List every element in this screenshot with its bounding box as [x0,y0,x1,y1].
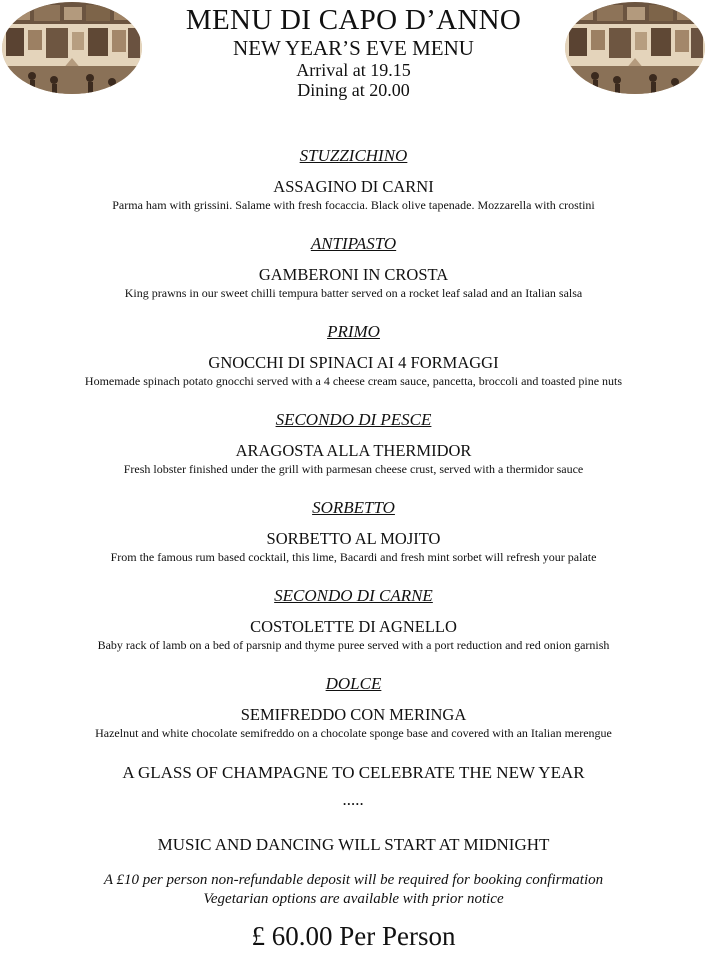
course-list [0,146,707,762]
dining-time: Dining at 20.00 [297,80,410,100]
price-per-person: £ 60.00 Per Person [251,921,456,951]
course-secondo-di-pesce [0,410,707,498]
dish-name: SORBETTO AL MOJITO [266,529,441,548]
dish-description: Fresh lobster finished under the grill with parmesan cheese crust, served with a thermidor sauce [123,462,584,476]
course-label: PRIMO [327,322,380,341]
course-antipasto [0,234,707,322]
course-label: STUZZICHINO [299,146,408,165]
dish-name: GNOCCHI DI SPINACI AI 4 FORMAGGI [208,353,499,372]
vegetarian-note: Vegetarian options are available with prior notice [203,891,504,907]
champagne-note: A GLASS OF CHAMPAGNE TO CELEBRATE THE NEW YEAR [122,763,585,782]
separator-dots: ..... [342,790,365,809]
dish-description: From the famous rum based cocktail, this lime, Bacardi and fresh mint sorbet will refresh your palate [110,550,597,564]
dish-name: COSTOLETTE DI AGNELLO [250,617,457,636]
course-label: SORBETTO [312,498,395,517]
course-secondo-di-carne [0,586,707,674]
dish-description: Parma ham with grissini. Salame with fresh focaccia. Black olive tapenade. Mozzarella with crostini [112,198,595,212]
course-label: SECONDO DI CARNE [274,586,433,605]
dish-description: Baby rack of lamb on a bed of parsnip and thyme puree served with a port reduction and red onion garnish [97,638,610,652]
course-label: ANTIPASTO [310,234,397,253]
menu-header [0,4,707,100]
course-stuzzichino [0,146,707,234]
dish-description: King prawns in our sweet chilli tempura batter served on a rocket leaf salad and an Italian salsa [124,286,583,300]
course-primo [0,322,707,410]
course-label: SECONDO DI PESCE [275,410,432,429]
course-label: DOLCE [325,674,382,693]
dish-name: ARAGOSTA ALLA THERMIDOR [235,441,472,460]
menu-title: MENU DI CAPO D’ANNO [185,4,522,36]
course-sorbetto [0,498,707,586]
dish-name: ASSAGINO DI CARNI [273,177,434,196]
course-dolce [0,674,707,762]
music-note: MUSIC AND DANCING WILL START AT MIDNIGHT [157,835,550,854]
dish-name: GAMBERONI IN CROSTA [258,265,449,284]
dish-description: Hazelnut and white chocolate semifreddo on a chocolate sponge base and covered with an Italian merengue [95,726,612,740]
menu-subtitle: NEW YEAR’S EVE MENU [233,36,474,60]
dish-name: SEMIFREDDO CON MERINGA [240,705,467,724]
dish-description: Homemade spinach potato gnocchi served with a 4 cheese cream sauce, pancetta, broccoli and toasted pine nuts [84,374,623,388]
arrival-time: Arrival at 19.15 [296,60,411,80]
deposit-note: A £10 per person non-refundable deposit will be required for booking confirmation [103,872,604,888]
